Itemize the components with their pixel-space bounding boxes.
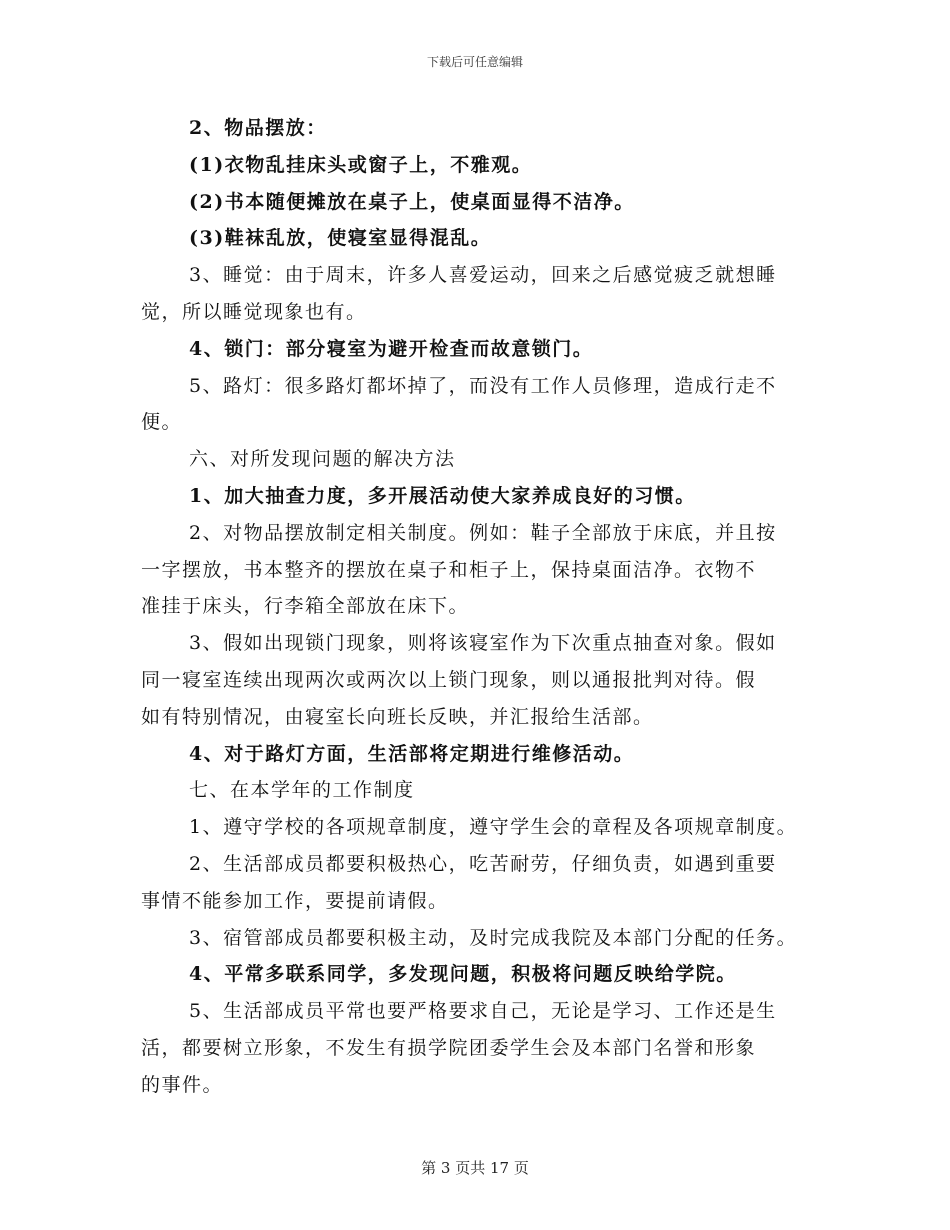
paragraph-line: 七、在本学年的工作制度 xyxy=(189,779,415,802)
bold-paragraph-line: 4、平常多联系同学，多发现问题，积极将问题反映给学院。 xyxy=(189,963,737,986)
bold-paragraph-line: (2)书本随便摊放在桌子上，使桌面显得不洁净。 xyxy=(189,190,635,213)
page-header: 下载后可任意编辑 xyxy=(426,55,523,69)
paragraph-line: 5、生活部成员平常也要严格要求自己，无论是学习、工作还是生 xyxy=(189,1000,777,1023)
paragraph-line: 便。 xyxy=(141,411,183,434)
paragraph-line: 同一寝室连续出现两次或两次以上锁门现象，则以通报批判对待。假 xyxy=(141,668,757,691)
paragraph-line: 2、生活部成员都要积极热心，吃苦耐劳，仔细负责，如遇到重要 xyxy=(189,852,777,875)
paragraph-line: 2、对物品摆放制定相关制度。例如：鞋子全部放于床底，并且按 xyxy=(189,521,777,544)
paragraph-line: 活，都要树立形象，不发生有损学院团委学生会及本部门名誉和形象 xyxy=(141,1036,757,1059)
page-footer: 第 3 页共 17 页 xyxy=(421,1159,529,1177)
paragraph-line: 一字摆放，书本整齐的摆放在桌子和柜子上，保持桌面洁净。衣物不 xyxy=(141,558,757,581)
paragraph-line: 六、对所发现问题的解决方法 xyxy=(189,448,456,471)
bold-paragraph-line: 4、对于路灯方面，生活部将定期进行维修活动。 xyxy=(189,742,635,765)
paragraph-line: 1、遵守学校的各项规章制度，遵守学生会的章程及各项规章制度。 xyxy=(189,816,798,839)
document-body xyxy=(141,110,811,1104)
paragraph-line: 事情不能参加工作，要提前请假。 xyxy=(141,889,449,912)
paragraph-line: 如有特别情况，由寝室长向班长反映，并汇报给生活部。 xyxy=(141,705,654,728)
paragraph-line: 觉，所以睡觉现象也有。 xyxy=(141,300,367,323)
paragraph-line: 3、睡觉：由于周末，许多人喜爱运动，回来之后感觉疲乏就想睡 xyxy=(189,264,777,287)
paragraph-line: 3、宿管部成员都要积极主动，及时完成我院及本部门分配的任务。 xyxy=(189,926,798,949)
paragraph-line: 5、路灯：很多路灯都坏掉了，而没有工作人员修理，造成行走不 xyxy=(189,374,777,397)
bold-paragraph-line: 4、锁门：部分寝室为避开检查而故意锁门。 xyxy=(189,337,594,360)
bold-paragraph-line: (3)鞋袜乱放，使寝室显得混乱。 xyxy=(189,227,492,250)
paragraph-line: 的事件。 xyxy=(141,1073,224,1096)
bold-paragraph-line: (1)衣物乱挂床头或窗子上，不雅观。 xyxy=(189,153,533,176)
bold-paragraph-line: 1、加大抽查力度，多开展活动使大家养成良好的习惯。 xyxy=(189,484,696,507)
paragraph-line: 3、假如出现锁门现象，则将该寝室作为下次重点抽查对象。假如 xyxy=(189,632,777,655)
bold-paragraph-line: 2、物品摆放： xyxy=(189,117,327,139)
paragraph-line: 准挂于床头，行李箱全部放在床下。 xyxy=(141,595,470,618)
